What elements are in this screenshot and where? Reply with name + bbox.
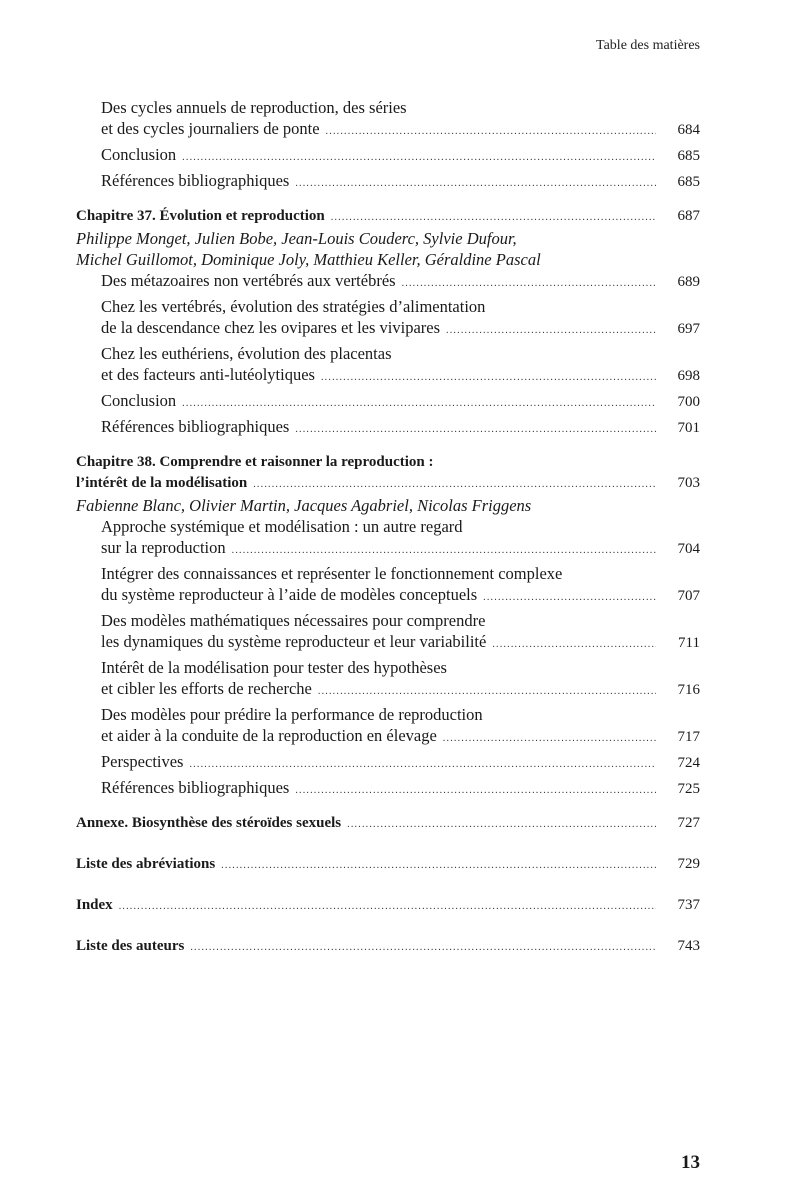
toc-page-number: 685 bbox=[677, 174, 700, 190]
back-matter-title: Liste des auteurs bbox=[76, 938, 185, 954]
toc-entry bbox=[76, 751, 700, 775]
toc-entry-line: Perspectives bbox=[101, 752, 184, 771]
dot-leader bbox=[326, 121, 656, 142]
dot-leader bbox=[492, 634, 656, 655]
dot-leader bbox=[331, 207, 656, 228]
dot-leader bbox=[221, 855, 656, 876]
toc-entry-line: Références bibliographiques bbox=[101, 171, 290, 190]
running-head: Table des matières bbox=[596, 38, 700, 53]
toc-entry bbox=[76, 777, 700, 801]
toc-entry bbox=[76, 563, 700, 608]
toc-page-number: 725 bbox=[677, 781, 700, 797]
chapter-title-text: Chapitre 37. Évolution et reproduction bbox=[76, 208, 325, 224]
toc-entry-line: Chez les vertébrés, évolution des stratégies d’alimentation bbox=[101, 297, 486, 316]
dot-leader bbox=[295, 173, 656, 194]
dot-leader bbox=[402, 273, 656, 294]
page-number: 13 bbox=[681, 1152, 700, 1173]
toc-entry-line: Références bibliographiques bbox=[101, 778, 290, 797]
toc-page-number: 711 bbox=[678, 635, 700, 651]
back-matter-title: Liste des abréviations bbox=[76, 856, 216, 872]
dot-leader bbox=[446, 320, 656, 341]
toc-page-number: 697 bbox=[677, 321, 700, 337]
chapter-authors: Fabienne Blanc, Olivier Martin, Jacques Agabriel, Nicolas Friggens bbox=[76, 496, 532, 515]
toc-page-number: 698 bbox=[677, 368, 700, 384]
toc-entry-line: Des métazoaires non vertébrés aux vertébrés bbox=[101, 271, 396, 290]
toc-page-number: 687 bbox=[677, 208, 700, 224]
toc-entry-line: Intérêt de la modélisation pour tester des hypothèses bbox=[101, 658, 447, 677]
back-matter-annexe bbox=[76, 813, 700, 835]
chapter-title: Chapitre 38. Comprendre et raisonner la reproduction : bbox=[76, 454, 434, 470]
table-of-contents bbox=[76, 97, 700, 977]
toc-page-number: 703 bbox=[677, 475, 700, 491]
back-matter-authors-list bbox=[76, 936, 700, 958]
toc-entry-line: et des cycles journaliers de ponte bbox=[101, 119, 320, 138]
toc-page-number: 701 bbox=[677, 420, 700, 436]
back-matter-index bbox=[76, 895, 700, 917]
dot-leader bbox=[295, 780, 656, 801]
toc-entry-line: du système reproducteur à l’aide de modèles conceptuels bbox=[101, 585, 478, 604]
chapter-38-section bbox=[76, 452, 700, 801]
toc-page-number: 707 bbox=[677, 588, 700, 604]
toc-page-number: 743 bbox=[677, 938, 700, 954]
dot-leader bbox=[318, 681, 656, 702]
dot-leader bbox=[232, 540, 656, 561]
toc-entry bbox=[76, 610, 700, 655]
chapter-title-text: l’intérêt de la modélisation bbox=[76, 475, 248, 491]
dot-leader bbox=[182, 393, 656, 414]
chapter-authors: Philippe Monget, Julien Bobe, Jean-Louis Couderc, Sylvie Dufour, bbox=[76, 229, 517, 248]
toc-page-number: 700 bbox=[677, 394, 700, 410]
back-matter-abbreviations bbox=[76, 854, 700, 876]
toc-entry bbox=[76, 704, 700, 749]
dot-leader bbox=[189, 754, 656, 775]
back-matter-title: Index bbox=[76, 897, 113, 913]
toc-entry bbox=[76, 270, 700, 294]
dot-leader bbox=[443, 728, 656, 749]
toc-entry-line: Intégrer des connaissances et représenter le fonctionnement complexe bbox=[101, 564, 563, 583]
dot-leader bbox=[119, 896, 656, 917]
toc-page-number: 727 bbox=[677, 815, 700, 831]
toc-entry-line: et aider à la conduite de la reproduction en élevage bbox=[101, 726, 437, 745]
toc-entry-line: Conclusion bbox=[101, 145, 177, 164]
chapter-37-section bbox=[76, 206, 700, 440]
dot-leader bbox=[182, 147, 656, 168]
dot-leader bbox=[483, 587, 656, 608]
toc-page-number: 737 bbox=[677, 897, 700, 913]
toc-entry-line: Des modèles pour prédire la performance de reproduction bbox=[101, 705, 483, 724]
toc-entry-line: Chez les euthériens, évolution des placentas bbox=[101, 344, 392, 363]
toc-entry bbox=[76, 296, 700, 341]
toc-entry-line: Des modèles mathématiques nécessaires pour comprendre bbox=[101, 611, 486, 630]
toc-entry-line: et cibler les efforts de recherche bbox=[101, 679, 312, 698]
toc-entry bbox=[76, 416, 700, 440]
dot-leader bbox=[190, 937, 656, 958]
toc-page-number: 685 bbox=[677, 148, 700, 164]
chapter-title bbox=[76, 206, 700, 228]
toc-page-number: 704 bbox=[677, 541, 700, 557]
dot-leader bbox=[347, 814, 656, 835]
toc-page-number: 716 bbox=[677, 682, 700, 698]
chapter-title bbox=[76, 473, 700, 495]
toc-entry bbox=[76, 97, 700, 142]
toc-entry bbox=[76, 170, 700, 194]
toc-page-number: 724 bbox=[677, 755, 700, 771]
toc-entry-line: Approche systémique et modélisation : un autre regard bbox=[101, 517, 463, 536]
dot-leader bbox=[321, 367, 656, 388]
toc-entry-line: Des cycles annuels de reproduction, des séries bbox=[101, 98, 407, 117]
toc-entry-line: les dynamiques du système reproducteur et leur variabilité bbox=[101, 632, 487, 651]
toc-page-number: 684 bbox=[677, 122, 700, 138]
intro-section bbox=[76, 97, 700, 194]
toc-page-number: 689 bbox=[677, 274, 700, 290]
toc-entry bbox=[76, 516, 700, 561]
toc-entry bbox=[76, 144, 700, 168]
toc-page-number: 729 bbox=[677, 856, 700, 872]
dot-leader bbox=[295, 419, 656, 440]
back-matter-title: Annexe. Biosynthèse des stéroïdes sexuels bbox=[76, 815, 342, 831]
toc-entry bbox=[76, 390, 700, 414]
toc-entry-line: sur la reproduction bbox=[101, 538, 226, 557]
dot-leader bbox=[253, 474, 656, 495]
toc-entry-line: et des facteurs anti-lutéolytiques bbox=[101, 365, 315, 384]
toc-entry-line: de la descendance chez les ovipares et les vivipares bbox=[101, 318, 441, 337]
toc-entry-line: Conclusion bbox=[101, 391, 177, 410]
toc-entry-line: Références bibliographiques bbox=[101, 417, 290, 436]
chapter-authors: Michel Guillomot, Dominique Joly, Matthieu Keller, Géraldine Pascal bbox=[76, 250, 541, 269]
toc-entry bbox=[76, 657, 700, 702]
toc-page-number: 717 bbox=[677, 729, 700, 745]
toc-entry bbox=[76, 343, 700, 388]
